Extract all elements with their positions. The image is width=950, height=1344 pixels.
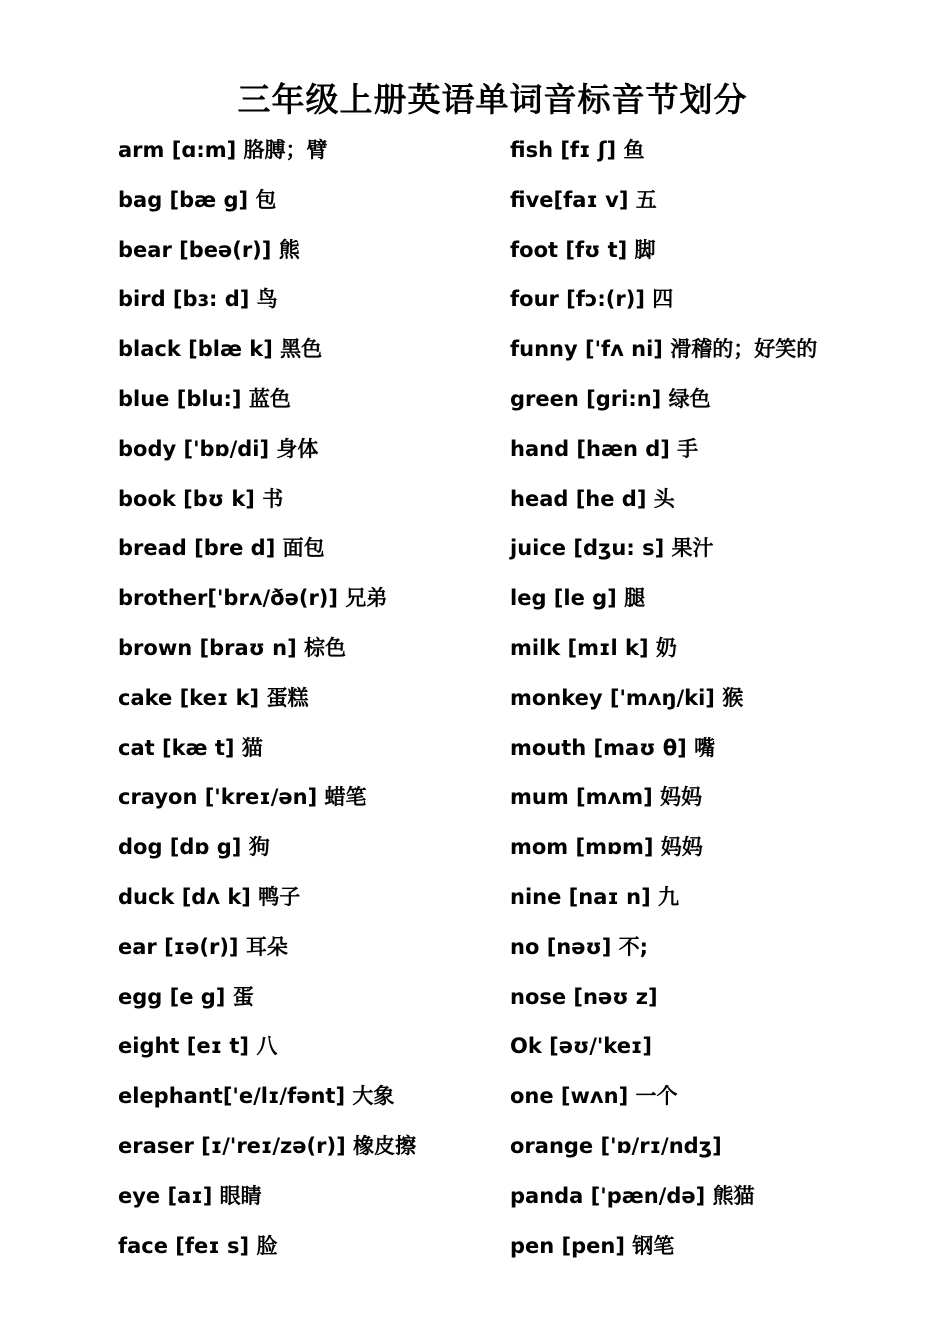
word-entry: brother['brʌ/ðə(r)] 兄弟	[118, 586, 388, 611]
word-entry: face [feɪ s] 脸	[118, 1233, 278, 1258]
word-entry: dog [dɒ g] 狗	[118, 835, 270, 860]
word-entry: cat [kæ t] 猫	[118, 735, 263, 760]
word-entry: fish [fɪ ʃ] 鱼	[510, 138, 645, 162]
word-entry: mouth [maʊ θ] 嘴	[510, 735, 716, 760]
word-entry: arm [ɑ:m] 胳膊；臂	[118, 138, 328, 162]
word-entry: book [bʊ k] 书	[118, 486, 284, 511]
left-word-column	[118, 133, 498, 1278]
word-entry: five[faɪ v] 五	[510, 187, 657, 212]
word-entry: bread [bre d] 面包	[118, 536, 325, 561]
word-entry: blue [blu:] 蓝色	[118, 386, 291, 411]
word-entry: duck [dʌ k] 鸭子	[118, 884, 301, 909]
word-entry: hand [hæn d] 手	[510, 436, 699, 461]
word-entry: funny ['fʌ ni] 滑稽的；好笑的	[510, 337, 818, 362]
word-entry: eight [eɪ t] 八	[118, 1034, 278, 1059]
word-entry: monkey ['mʌŋ/ki] 猴	[510, 685, 744, 710]
word-entry: bag [bæ g] 包	[118, 187, 277, 212]
page-title: 三年级上册英语单词音标音节划分	[237, 80, 748, 119]
word-entry: bird [bɜ: d] 鸟	[118, 287, 278, 312]
word-entry: foot [fʊ t] 脚	[510, 237, 656, 262]
word-entry: green [gri:n] 绿色	[510, 386, 711, 411]
word-entry: cake [keɪ k] 蛋糕	[118, 685, 309, 710]
word-entry: head [he d] 头	[510, 486, 675, 511]
word-entry: elephant['e/lɪ/fənt] 大象	[118, 1084, 395, 1109]
word-entry: nose [nəʊ z]	[510, 984, 658, 1009]
word-entry: egg [e g] 蛋	[118, 984, 254, 1009]
word-entry: mom [mɒm] 妈妈	[510, 835, 703, 860]
word-entry: Ok [əʊ/'keɪ]	[510, 1034, 652, 1059]
word-entry: orange ['ɒ/rɪ/ndʒ]	[510, 1133, 722, 1158]
word-entry: four [fɔ:(r)] 四	[510, 287, 674, 312]
word-entry: panda ['pæn/də] 熊猫	[510, 1183, 755, 1208]
word-entry: bear [beə(r)] 熊	[118, 237, 300, 262]
word-entry: crayon ['kreɪ/ən] 蜡笔	[118, 785, 367, 810]
word-entry: black [blæ k] 黑色	[118, 337, 323, 362]
right-word-column	[510, 133, 930, 1278]
word-entry: brown [braʊ n] 棕色	[118, 635, 347, 660]
word-entry: nine [naɪ n] 九	[510, 884, 679, 909]
word-entry: no [nəʊ] 不;	[510, 934, 649, 959]
word-entry: juice [dʒu: s] 果汁	[510, 536, 714, 561]
word-entry: eye [aɪ] 眼睛	[118, 1183, 262, 1208]
word-entry: milk [mɪl k] 奶	[510, 635, 677, 660]
word-entry: eraser [ɪ/'reɪ/zə(r)] 橡皮擦	[118, 1133, 416, 1158]
word-entry: body ['bɒ/di] 身体	[118, 436, 319, 461]
word-entry: leg [le g] 腿	[510, 586, 646, 611]
word-entry: one [wʌn] 一个	[510, 1084, 678, 1109]
word-entry: mum [mʌm] 妈妈	[510, 785, 702, 810]
word-entry: ear [ɪə(r)] 耳朵	[118, 934, 288, 959]
word-entry: pen [pen] 钢笔	[510, 1233, 675, 1258]
